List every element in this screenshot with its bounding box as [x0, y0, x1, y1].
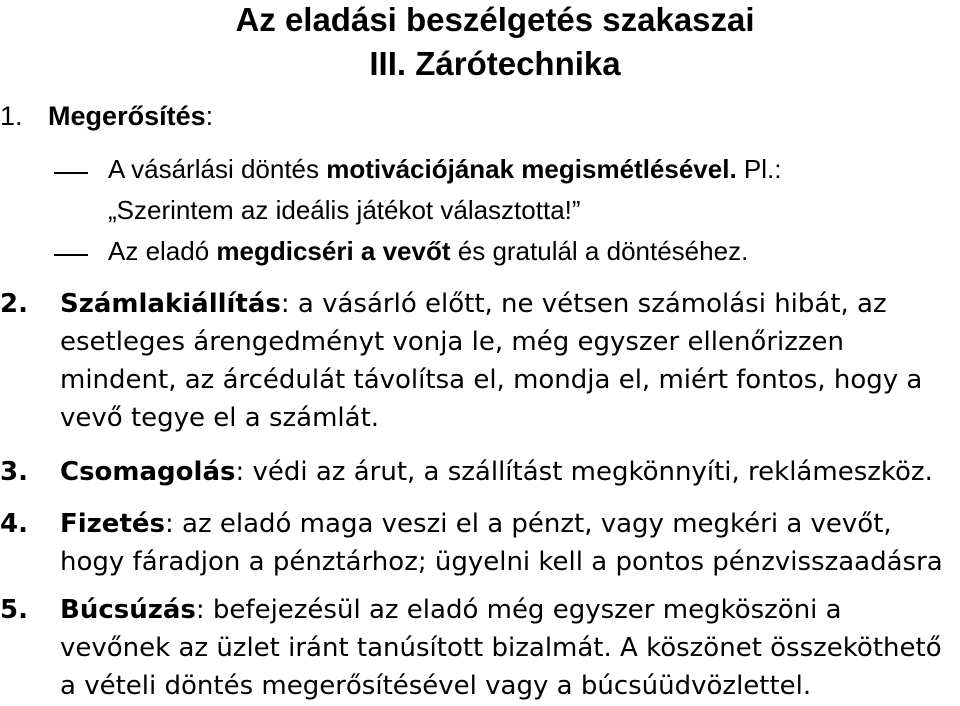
section-3-label: Csomagolás — [60, 457, 236, 487]
section-2-number: 2. — [0, 289, 28, 319]
section-3-text: : védi az árut, a szállítást megkönnyíti, reklámeszköz. — [235, 457, 933, 487]
section-3-number: 3. — [0, 457, 28, 487]
section-1-label: Megerősítés — [48, 101, 206, 131]
bullet-1-bold: motivációjának megismétlésével. — [326, 154, 737, 184]
bullet-1-line-1 — [108, 151, 781, 187]
bullet-2-bold: megdicséri a vevőt — [216, 236, 451, 266]
section-2-text: : a vásárló előtt, ne vétsen számolási hibát, az esetleges árengedményt vonja le, még egyszer ellenőrizzen mindent, az árcédulát távolítsa el, mondja el, miért fontos, hogy a vevő tegye el a számlát. — [60, 289, 923, 433]
bullet-1-text: A vásárlási döntés — [108, 154, 327, 184]
section-4-text: : az eladó maga veszi el a pénzt, vagy megkéri a vevőt, hogy fáradjon a pénztárhoz; ügyelni kell a pontos pénzvisszaadásra — [60, 509, 943, 577]
bullet-1-line-2: „Szerintem az ideális játékot választotta!” — [108, 195, 581, 225]
bullet-1-post: Pl.: — [736, 154, 782, 184]
slide-subtitle: III. Zárótechnika — [369, 45, 621, 82]
section-5-label: Búcsúzás — [60, 595, 196, 625]
slide-title: Az eladási beszélgetés szakaszai — [235, 1, 755, 38]
bullet-2-post: és gratulál a döntéséhez. — [450, 236, 749, 266]
section-1-number: 1. — [0, 101, 23, 131]
section-4-number: 4. — [0, 509, 28, 539]
bullet-2 — [108, 233, 748, 269]
section-1 — [0, 98, 213, 134]
section-2-label: Számlakiállítás — [60, 289, 281, 319]
bullet-2-text: Az eladó — [108, 236, 217, 266]
section-4-label: Fizetés — [60, 509, 165, 539]
dash-bullet-icon — [54, 172, 88, 174]
section-5-number: 5. — [0, 595, 28, 625]
section-5-text: : befejezésül az eladó még egyszer megköszöni a vevőnek az üzlet iránt tanúsított bizalmát. A köszönet összeköthető a vételi döntés megerősítésével vagy a búcsúüdvözlettel. — [60, 595, 942, 701]
section-5-body — [60, 591, 960, 705]
section-4-body — [60, 505, 960, 581]
dash-bullet-icon — [54, 254, 88, 256]
section-2-body — [60, 285, 940, 437]
section-1-colon: : — [205, 101, 214, 131]
section-3-body — [60, 453, 960, 491]
